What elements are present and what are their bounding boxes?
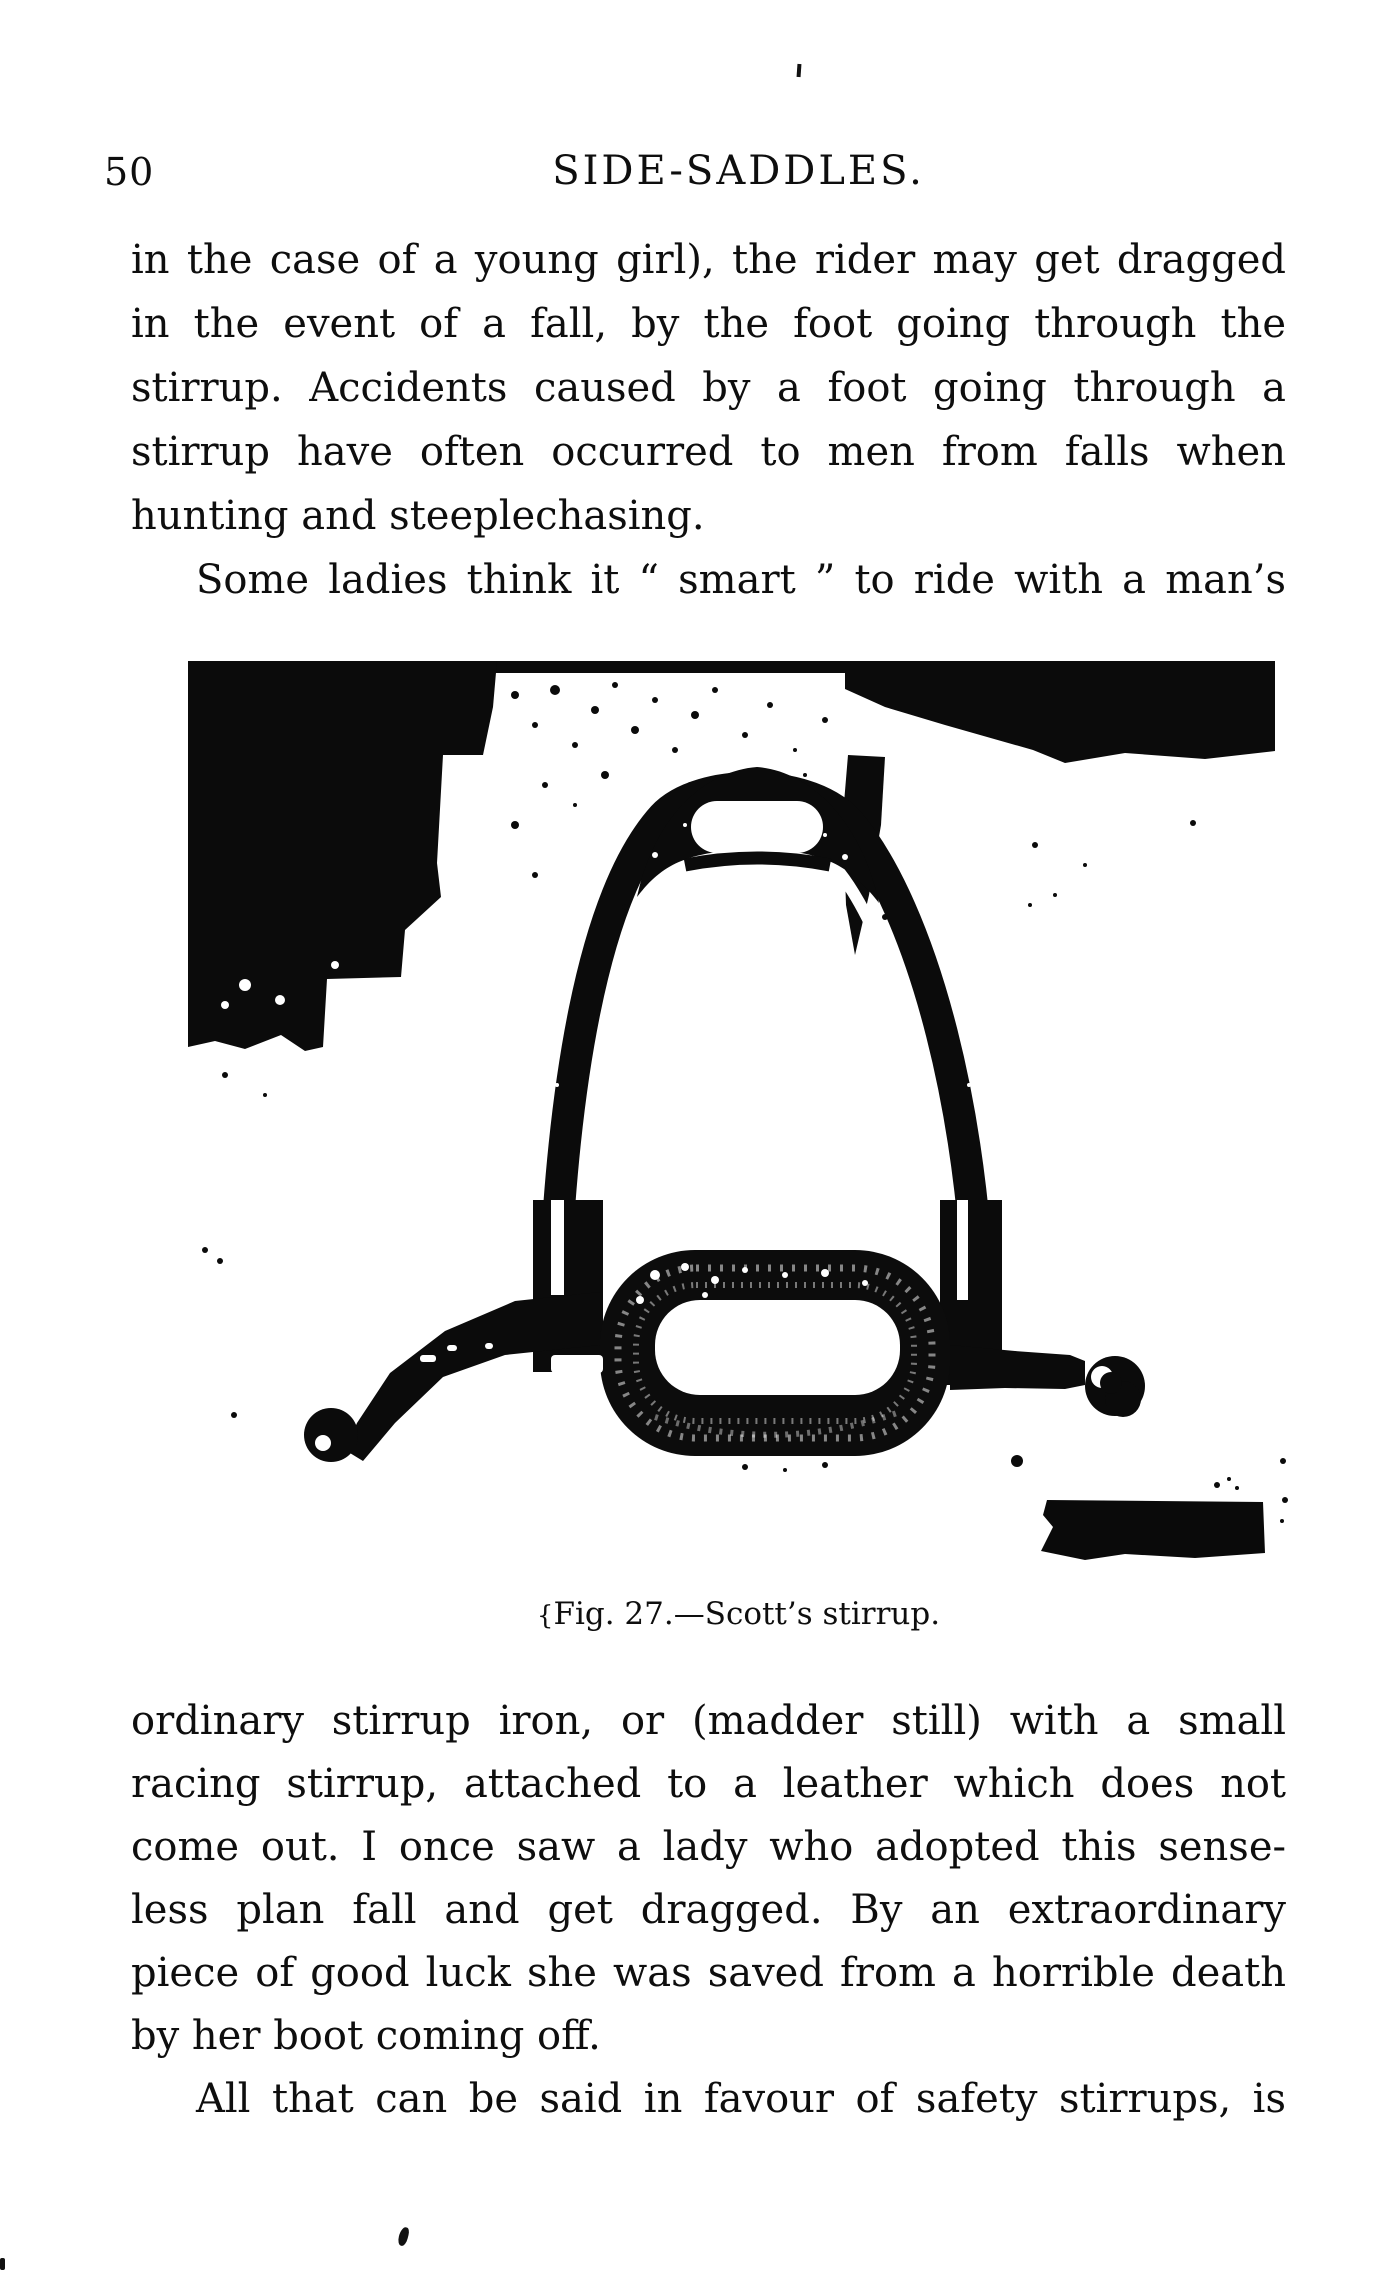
stirrup-illustration [185,655,1290,1570]
body-line: hunting and steeplechasing. [131,493,705,539]
caption-text: Fig. 27.—Scott’s stirrup. [553,1596,941,1632]
body-line: Some ladies think it “ smart ” to ride with a man’s [196,557,1286,603]
body-line: stirrup. Accidents caused by a foot going through a [131,365,1286,411]
caption-artifact: { [536,1601,552,1631]
body-line: by her boot coming off. [131,2013,601,2059]
body-line: piece of good luck she was saved from a horrible death [131,1950,1286,1996]
scan-speck-corner [0,2258,5,2270]
body-line: less plan fall and get dragged. By an extraordinary [131,1887,1286,1933]
body-line: racing stirrup, attached to a leather which does not [131,1761,1286,1807]
body-line: stirrup have often occurred to men from falls when [131,429,1286,475]
body-line: come out. I once saw a lady who adopted this sense- [131,1824,1286,1870]
scan-speck-top [797,64,802,77]
body-line: in the case of a young girl), the rider may get dragged [131,237,1286,283]
scan-speck-bottom [397,2226,410,2247]
body-line: in the event of a fall, by the foot going through the [131,301,1286,347]
figure-caption [131,1596,1316,1632]
text-block-lower [131,1690,1286,2131]
figure-scotts-stirrup [185,655,1290,1570]
running-head: SIDE-SADDLES. [552,148,925,194]
body-line: All that can be said in favour of safety stirrups, is [196,2076,1286,2122]
body-line: ordinary stirrup iron, or (madder still) with a small [131,1698,1286,1744]
text-block-upper [131,228,1286,612]
page-number: 50 [104,150,155,194]
